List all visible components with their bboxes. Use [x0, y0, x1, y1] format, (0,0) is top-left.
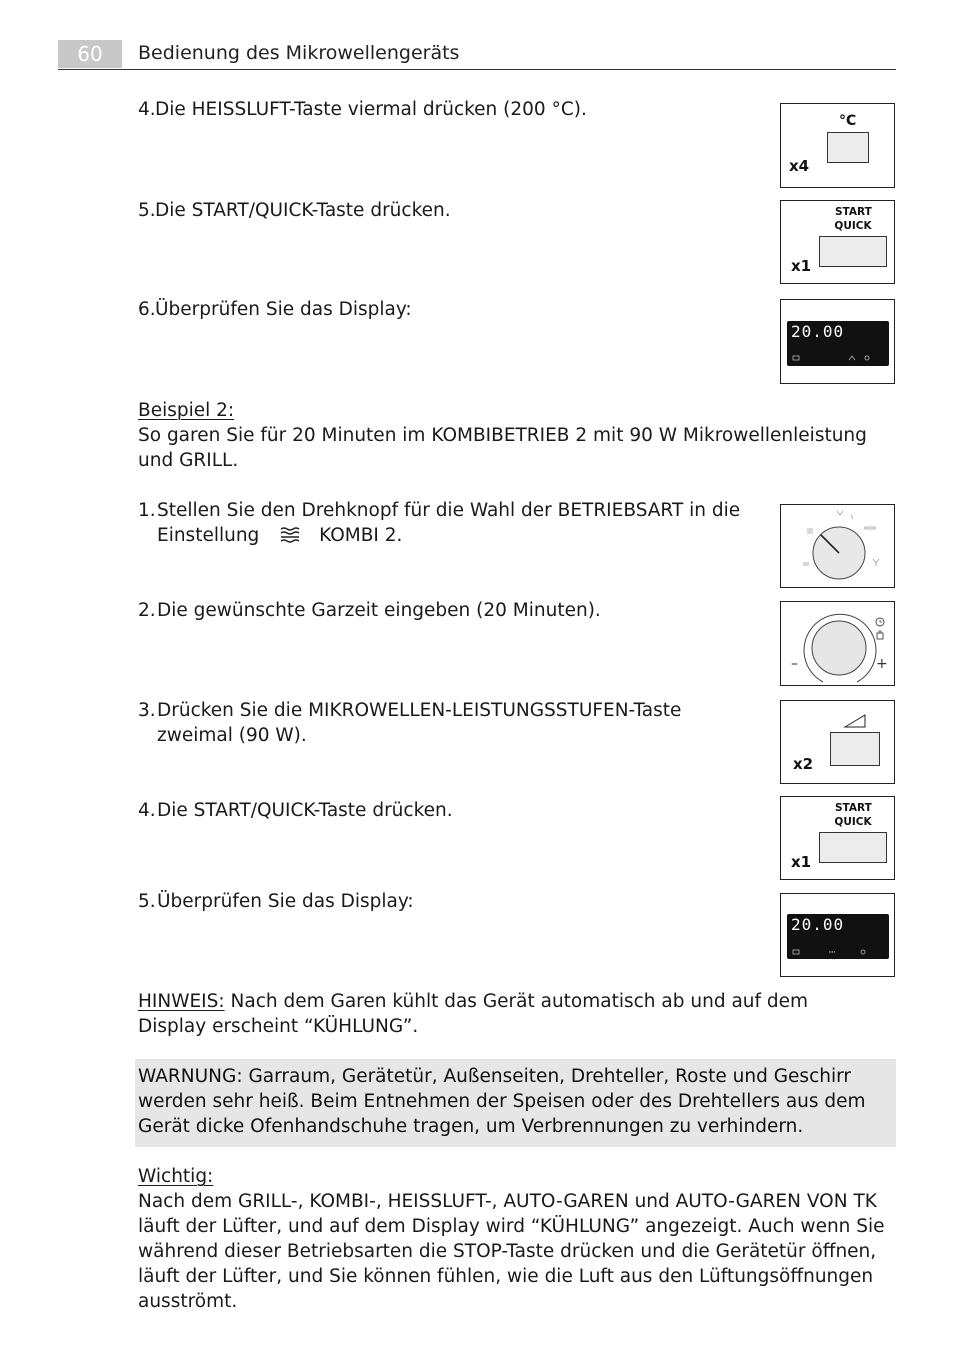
- quick-label: QUICK: [834, 816, 872, 828]
- time-dial-icon: [781, 602, 894, 685]
- start-label: START: [835, 802, 872, 814]
- warning-text: WARNUNG: Garraum, Gerätetür, Außenseiten, Drehteller, Roste und Geschirr werden sehr heiß. Beim Entnehmen der Speisen oder des Drehtellers aus dem Gerät dicke Ofenhandschuhe tragen, um Verbrennungen zu verhindern.: [138, 1066, 866, 1137]
- start-button-icon: [819, 832, 887, 863]
- step-number: 5.: [138, 891, 156, 912]
- lcd-status-icons: [787, 914, 889, 959]
- step-text-post: KOMBI 2.: [319, 525, 403, 546]
- step-b5: [138, 889, 414, 914]
- heat-button-icon: [827, 132, 869, 163]
- section-title: Bedienung des Mikrowellengeräts: [138, 42, 460, 64]
- step-text: Drücken Sie die MIKROWELLEN-LEISTUNGSSTUFEN-Taste zweimal (90 W).: [157, 700, 682, 746]
- note-paragraph: [138, 989, 858, 1039]
- step-text: Die START/QUICK-Taste drücken.: [157, 800, 453, 821]
- step-text: Überprüfen Sie das Display:: [155, 299, 412, 320]
- press-count: x4: [789, 157, 810, 175]
- start-label: START: [835, 206, 872, 218]
- press-count: x2: [793, 755, 814, 773]
- start-quick-figure-1: [780, 200, 895, 284]
- step-text: Die gewünschte Garzeit eingeben (20 Minuten).: [157, 600, 601, 621]
- lcd-readout: 20.00: [791, 322, 845, 341]
- step-number: 1.: [138, 500, 156, 521]
- display-figure-1: [780, 299, 895, 384]
- step-b3: [138, 698, 738, 748]
- important-heading: Wichtig:: [138, 1166, 214, 1187]
- power-button-icon: [830, 732, 880, 766]
- step-text: Die HEISSLUFT-Taste viermal drücken (200 °C).: [155, 99, 587, 120]
- step-number: 3.: [138, 700, 156, 721]
- step-a4: [138, 97, 587, 122]
- warning-box: [135, 1059, 896, 1147]
- power-level-figure: [780, 700, 895, 784]
- step-text-pre: Einstellung: [157, 525, 260, 546]
- start-quick-figure-2: [780, 796, 895, 880]
- press-count: x1: [791, 257, 812, 275]
- lcd-screen: [787, 914, 889, 959]
- example-heading: Beispiel 2:: [138, 400, 235, 421]
- step-number: 4.: [138, 800, 156, 821]
- step-b1: [138, 498, 758, 548]
- step-number: 5.: [138, 200, 156, 221]
- display-figure-2: [780, 893, 895, 977]
- step-number: 6.: [138, 299, 156, 320]
- header-rule: [58, 69, 896, 70]
- step-b4: [138, 798, 453, 823]
- plus-label: +: [876, 656, 888, 672]
- step-number: 2.: [138, 600, 156, 621]
- start-button-icon: [819, 236, 887, 267]
- lcd-status-icons: [787, 321, 889, 366]
- mode-selector-knob-icon: [781, 505, 894, 587]
- press-count: x1: [791, 853, 812, 871]
- step-text: Die START/QUICK-Taste drücken.: [155, 200, 451, 221]
- example-intro: So garen Sie für 20 Minuten im KOMBIBETRIEB 2 mit 90 W Mikrowellenleistung und GRILL.: [138, 425, 867, 471]
- kombi2-mode-icon: [279, 526, 301, 544]
- timer-knob-figure: [780, 601, 895, 686]
- step-a5: [138, 198, 451, 223]
- step-a6: [138, 297, 412, 322]
- step-text: Überprüfen Sie das Display:: [157, 891, 414, 912]
- note-text: Nach dem Garen kühlt das Gerät automatisch ab und auf dem Display erscheint “KÜHLUNG”.: [138, 991, 809, 1037]
- lcd-readout: 20.00: [791, 915, 845, 934]
- step-text: Stellen Sie den Drehknopf für die Wahl der BETRIEBSART in die: [157, 500, 741, 521]
- quick-label: QUICK: [834, 220, 872, 232]
- page-number: 60: [58, 40, 122, 68]
- important-text: Nach dem GRILL-, KOMBI-, HEISSLUFT-, AUTO-GAREN und AUTO-GAREN VON TK läuft der Lüfter, und auf dem Display wird “KÜHLUNG” angezeigt. Auch wenn Sie während dieser Betriebsarten die STOP-Taste drücken und die Gerätetür öffnen, läuft der Lüfter, und Sie können fühlen, wie die Luft aus den Lüftungsöffnungen ausströmt.: [138, 1191, 885, 1312]
- heat-button-figure: [780, 103, 895, 188]
- note-label: HINWEIS:: [138, 991, 225, 1012]
- step-b2: [138, 598, 601, 623]
- step-number: 4.: [138, 99, 156, 120]
- minus-label: –: [791, 656, 798, 672]
- celsius-label: °C: [839, 113, 857, 129]
- power-level-icon: [781, 701, 894, 731]
- mode-knob-figure: [780, 504, 895, 588]
- lcd-screen: [787, 321, 889, 366]
